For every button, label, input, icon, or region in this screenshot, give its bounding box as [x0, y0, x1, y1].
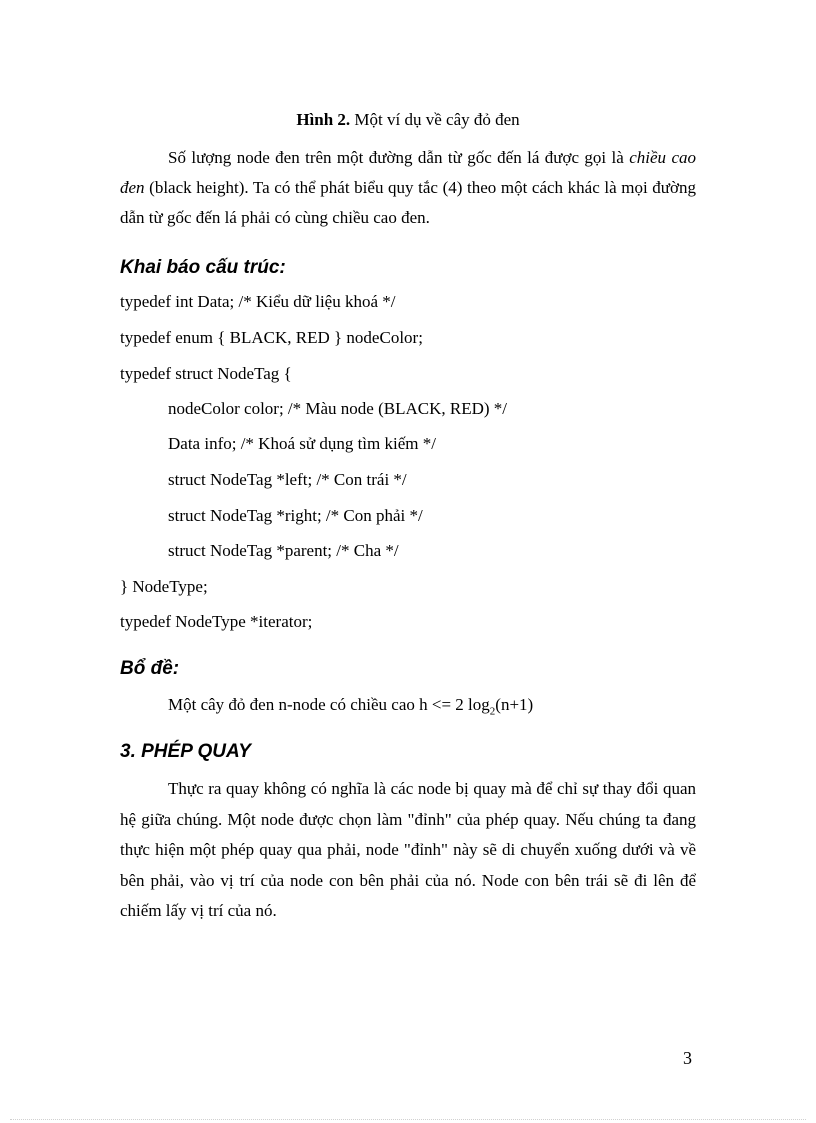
code-line: struct NodeTag *left; /* Con trái */ [168, 470, 407, 489]
code-line: struct NodeTag *right; /* Con phải */ [168, 506, 423, 525]
code-line: struct NodeTag *parent; /* Cha */ [168, 541, 399, 560]
code-line: typedef enum { BLACK, RED } nodeColor; [120, 328, 423, 347]
rotation-text: Thực ra quay không có nghĩa là các node bị quay mà để chỉ sự thay đổi quan hệ giữa chúng. Một node được chọn làm "đỉnh" của phép quay. Nếu chúng ta đang thực hiện một phép quay qua phải, node "đỉnh" này sẽ di chuyển xuống dưới và về bên phải, vào vị trí của node con bên phải của nó. Node con bên trái sẽ đi lên để chiếm lấy vị trí của nó. [120, 779, 696, 920]
section-heading: 3. PHÉP QUAY [120, 741, 251, 762]
code-line: } NodeType; [120, 577, 208, 596]
lemma-statement [168, 695, 533, 717]
rotation-paragraph [120, 774, 696, 927]
figure-caption [0, 110, 816, 130]
code-line: typedef NodeType *iterator; [120, 612, 313, 631]
code-line: Data info; /* Khoá sử dụng tìm kiếm */ [168, 434, 436, 453]
intro-term: chiều cao đen [120, 148, 696, 197]
figure-caption-text: Một ví dụ về cây đỏ đen [354, 110, 520, 129]
code-line: nodeColor color; /* Màu node (BLACK, RED) */ [168, 399, 508, 418]
code-line: typedef struct NodeTag { [120, 364, 292, 383]
lemma-tail: (n+1) [495, 695, 534, 714]
intro-paragraph [120, 143, 696, 233]
intro-text-1: Số lượng node đen trên một đường dẫn từ gốc đến lá được gọi là [168, 148, 630, 167]
page-number: 3 [683, 1048, 692, 1068]
lemma-log-base: 2 [489, 705, 496, 718]
code-line: typedef int Data; /* Kiểu dữ liệu khoá */ [120, 292, 396, 311]
figure-label: Hình 2. [296, 110, 351, 129]
intro-text-2: (black height). Ta có thể phát biểu quy tắc (4) theo một cách khác là mọi đường dẫn từ gốc đến lá phải có cùng chiều cao đen. [120, 178, 696, 227]
page-bottom-border [10, 1119, 806, 1120]
lemma-text: Một cây đỏ đen n-node có chiều cao h <= 2 log [168, 695, 490, 714]
lemma-heading: Bổ đề: [120, 658, 180, 679]
struct-heading: Khai báo cấu trúc: [120, 257, 286, 278]
